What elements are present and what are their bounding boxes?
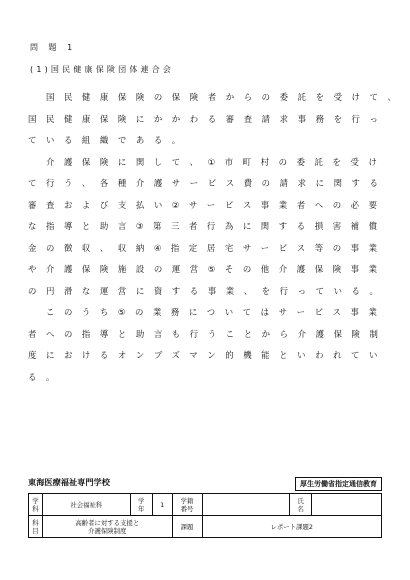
student-info-table: [28, 493, 382, 538]
kamoku-value: 高齢者に対する支援と 介護保険制度: [42, 516, 172, 538]
text-line: このうち⑤の業務についてはサービス事業: [28, 307, 387, 317]
question-subtitle: (1)国民健康保険団体連合会: [30, 65, 175, 74]
text-line: な指導と助言③第三者行為に関する損害補償: [28, 221, 387, 231]
accreditation-badge: 厚生労働省指定通信教育: [295, 477, 382, 491]
text-line: 審査および支払い②サービス事業者への必要: [28, 199, 387, 210]
text-line: 者への指導と助言も行うことから介護保険制: [28, 328, 388, 339]
text-line: ている組織である。: [28, 135, 190, 145]
gakka-value: 社会福祉科: [42, 494, 130, 516]
kamoku-label: 科 目: [29, 516, 43, 538]
text-line: 国民健康保険にかかわる審査請求事務を行っ: [28, 113, 388, 124]
gakunen-value: 1: [152, 494, 172, 516]
text-line: 国民健康保険の保険者からの委託を受けて、: [28, 92, 406, 102]
kadai-value: レポート課題2: [202, 516, 382, 538]
gakunen-label: 学 年: [130, 494, 152, 516]
gakka-label: 学 科: [29, 494, 43, 516]
shimei-value[interactable]: [312, 494, 382, 516]
text-line: る。: [28, 371, 64, 382]
text-line: て行う、各種介護サービス費の請求に関する: [28, 178, 388, 188]
document-body: [28, 42, 406, 388]
text-line: や介護保険施設の運営⑤その他介護保険事業: [28, 264, 387, 274]
school-name: 東海医療福祉専門学校: [28, 477, 110, 487]
question-title: 問 題 1: [30, 43, 77, 52]
text-line: 金の徴収、収納④指定居宅サービス等の事業: [28, 242, 387, 253]
body-text: [28, 87, 406, 388]
shimei-label: 氏 名: [290, 494, 312, 516]
text-line: の円滑な運営に資する事業、を行っている。: [28, 285, 388, 296]
gakuseki-label: 学籍 番号: [172, 494, 202, 516]
report-footer: [28, 477, 382, 538]
text-line: 介護保険に関して、①市町村の委託を受け: [28, 156, 387, 167]
kadai-label: 課題: [172, 516, 202, 538]
gakuseki-value[interactable]: [202, 494, 290, 516]
text-line: 度におけるオンブズマン的機能といわれてい: [28, 350, 387, 360]
